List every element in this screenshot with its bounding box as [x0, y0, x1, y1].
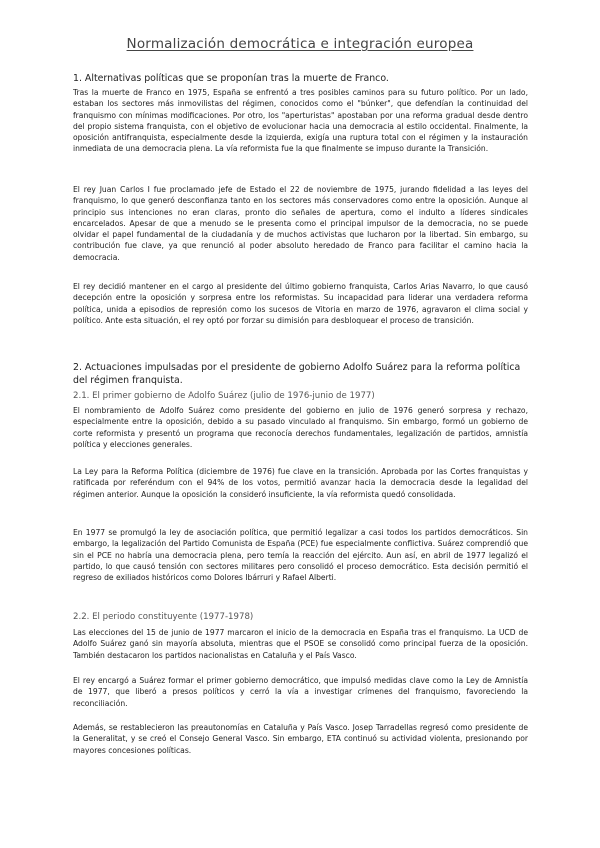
section1-paragraph-2: El rey Juan Carlos I fue proclamado jefe de Estado el 22 de noviembre de 1975, jurando fidelidad a las leyes del franquismo, lo que generó desconfianza tanto en los sectores más conservadores como entre la oposición. Aunque al principio sus intenciones no eran claras, pronto dio señales de apertura, como el indulto a líderes sindicales encarcelados. Apesar de que a menudo se le presenta como el principal impulsor de la democracia, no se puede olvidar el papel fundamental de la ciudadanía y de muchos activistas que lucharon por la libertad. Sin embargo, su contribución fue clave, ya que renunció al poder absoluto heredado de Franco para facilitar el camino hacia la democracia.: [73, 185, 528, 262]
section2-2-paragraph-1: Las elecciones del 15 de junio de 1977 marcaron el inicio de la democracia en España tras el franquismo. La UCD de Adolfo Suárez ganó sin mayoría absoluta, mientras que el PSOE se consolidó como principal fuerza de la oposición. También destacaron los partidos nacionalistas en Cataluña y el País Vasco.: [73, 628, 528, 660]
section2-2-paragraph-3: Además, se restablecieron las preautonomías en Cataluña y País Vasco. Josep Tarradellas regresó como presidente de la Generalitat, y se creó el Consejo General Vasco. Sin embargo, ETA continuó su actividad violenta, presionando por mayores concesiones políticas.: [73, 723, 528, 755]
section2-heading: 2. Actuaciones impulsadas por el presidente de gobierno Adolfo Suárez para la reforma política del régimen franquista.: [73, 362, 521, 386]
section1-heading: 1. Alternativas políticas que se proponían tras la muerte de Franco.: [73, 73, 389, 84]
section1-paragraph-3: El rey decidió mantener en el cargo al presidente del último gobierno franquista, Carlos Arias Navarro, lo que causó decepción entre la oposición y sorpresa entre los reformistas. Su incapacidad para liderar una verdadera reforma política, unida a episodios de represión como los sucesos de Vitoria en marzo de 1976, agravaron el clima social y político. Ante esta situación, el rey optó por forzar su dimisión para desbloquear el proceso de transición.: [73, 282, 528, 325]
section2-1-paragraph-3: En 1977 se promulgó la ley de asociación política, que permitió legalizar a casi todos los partidos democráticos. Sin embargo, la legalización del Partido Comunista de España (PCE) fue especialmente conflictiva. Suárez comprendió que sin el PCE no habría una democracia plena, pero temía la reacción del ejército. Aun así, en abril de 1977 legalizó el partido, lo que causó tensión con sectores militares pero consolidó el proceso democrático. Esta decisión permitió el regreso de exiliados históricos como Dolores Ibárruri y Rafael Alberti.: [73, 528, 528, 583]
section1-paragraph-1: Tras la muerte de Franco en 1975, España se enfrentó a tres posibles caminos para su futuro político. Por un lado, estaban los sectores más inmovilistas del régimen, conocidos como el "búnker", que defendían la continuidad del franquismo con mínimas modificaciones. Por otro, los "aperturistas" apostaban por una reforma gradual desde dentro del propio sistema franquista, con el objetivo de evolucionar hacia una democracia al estilo occidental. Finalmente, la oposición antifranquista, especialmente desde la izquierda, exigía una ruptura total con el régimen y la instauración inmediata de una democracia plena. La vía reformista fue la que finalmente se impuso durante la Transición.: [73, 88, 528, 154]
section2-2-paragraph-2: El rey encargó a Suárez formar el primer gobierno democrático, que impulsó medidas clave como la Ley de Amnistía de 1977, que liberó a presos políticos y cerró la vía a investigar crímenes del franquismo, favoreciendo la reconciliación.: [73, 676, 528, 708]
page-title: Normalización democrática e integración europea: [126, 36, 474, 52]
section2-2-heading: 2.2. El periodo constituyente (1977-1978): [73, 612, 254, 622]
section2-1-paragraph-2: La Ley para la Reforma Política (diciembre de 1976) fue clave en la transición. Aprobada por las Cortes franquistas y ratificada por referéndum con el 94% de los votos, permitió avanzar hacia la democracia desde la legalidad del régimen anterior. Aunque la oposición la consideró insuficiente, la vía reformista quedó consolidada.: [73, 467, 528, 499]
section2-1-heading: 2.1. El primer gobierno de Adolfo Suárez (julio de 1976-junio de 1977): [73, 391, 375, 401]
section2-1-paragraph-1: El nombramiento de Adolfo Suárez como presidente del gobierno en julio de 1976 generó sorpresa y rechazo, especialmente entre la oposición, debido a su pasado vinculado al franquismo. Sin embargo, formó un gobierno de corte reformista y presentó un programa que reconocía derechos fundamentales, legalización de partidos, amnistía política y elecciones generales.: [73, 406, 528, 449]
